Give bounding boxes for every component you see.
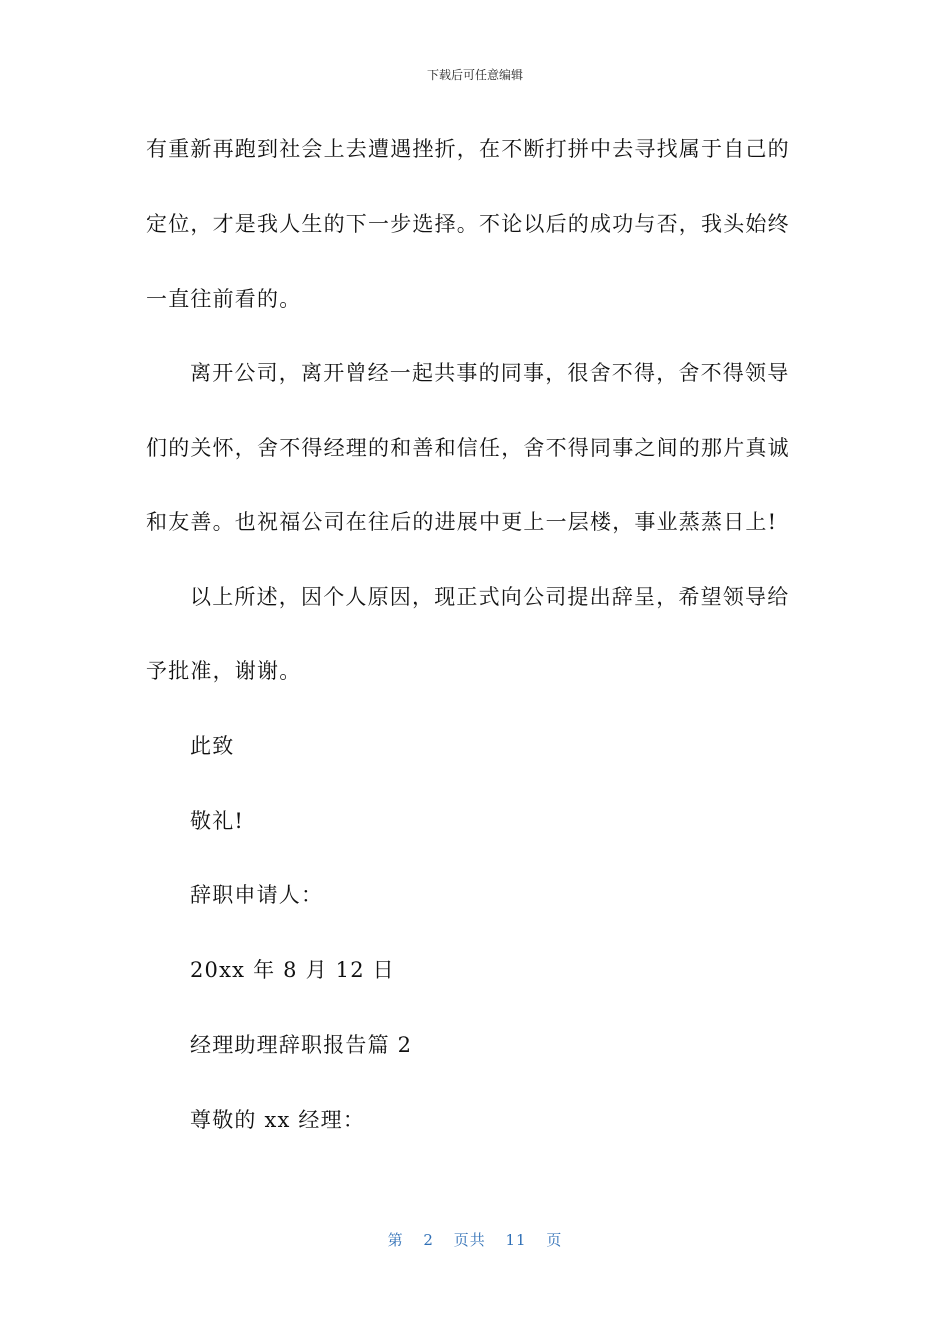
signature-line: 辞职申请人：	[190, 883, 324, 907]
greeting-line: 尊敬的 xx 经理：	[190, 1108, 366, 1132]
page-number-footer: 第 2 页共 11 页	[387, 1231, 563, 1249]
paragraph-line: 以上所述，因个人原因，现正式向公司提出辞呈，希望领导给	[190, 585, 790, 609]
page-header: 下载后可任意编辑	[426, 68, 523, 82]
paragraph-line: 离开公司，离开曾经一起共事的同事，很舍不得，舍不得领导	[190, 361, 790, 385]
paragraph-line: 们的关怀，舍不得经理的和善和信任，舍不得同事之间的那片真诚	[146, 436, 790, 460]
section-title: 经理助理辞职报告篇 2	[190, 1033, 413, 1057]
paragraph-line: 一直往前看的。	[146, 287, 302, 311]
date-line: 20xx 年 8 月 12 日	[190, 958, 395, 982]
paragraph-line: 有重新再跑到社会上去遭遇挫折，在不断打拼中去寻找属于自己的	[146, 137, 790, 161]
closing-salutation: 此致	[190, 734, 235, 758]
closing-regards: 敬礼!	[190, 809, 245, 833]
paragraph-line: 予批准，谢谢。	[146, 659, 302, 683]
paragraph-line: 和友善。也祝福公司在往后的进展中更上一层楼，事业蒸蒸日上!	[146, 510, 778, 534]
paragraph-line: 定位，才是我人生的下一步选择。不论以后的成功与否，我头始终	[146, 212, 790, 236]
